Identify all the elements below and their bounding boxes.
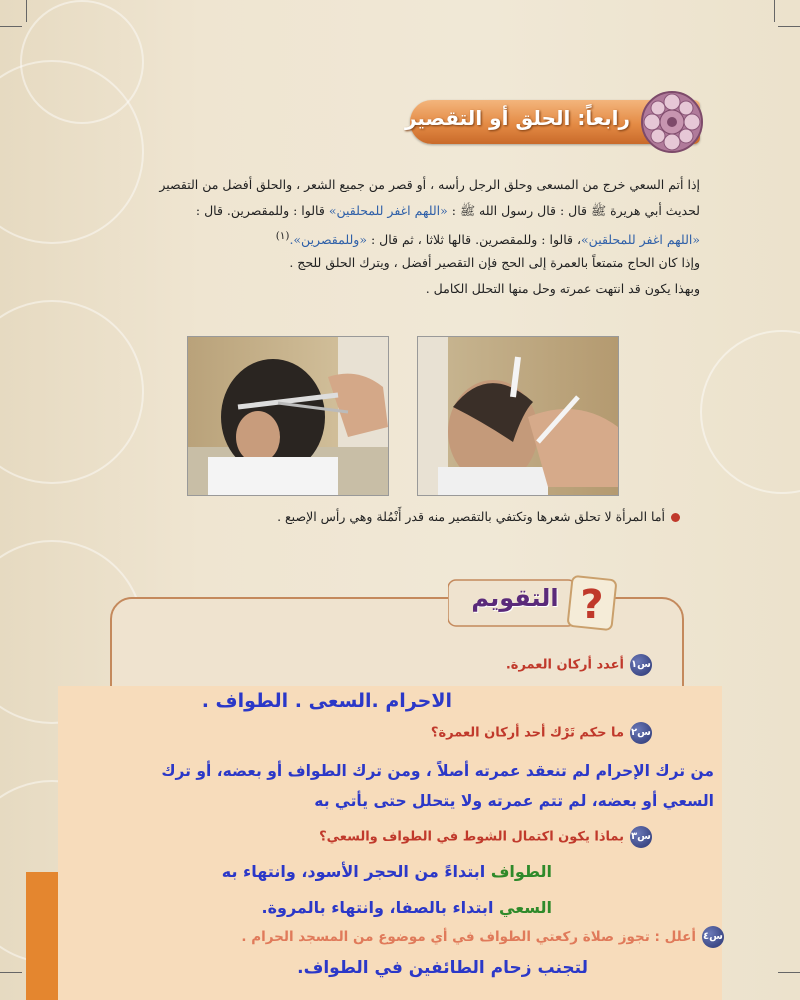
head-shaving-image bbox=[418, 337, 618, 495]
question-1 bbox=[506, 654, 652, 676]
haircut-scissors-image bbox=[188, 337, 388, 495]
answer-term: الطواف bbox=[490, 862, 552, 881]
answer-2-line-1: من ترك الإحرام لم تنعقد عمرته أصلاً ، ومن ترك الطواف أو بعضه، أو ترك bbox=[161, 762, 714, 780]
page-edge-strip bbox=[26, 872, 58, 1000]
answer-term: السعي bbox=[499, 898, 552, 917]
hadith-quote: «وللمقصرين». bbox=[289, 232, 367, 248]
crop-mark bbox=[0, 26, 22, 27]
crop-mark bbox=[26, 0, 27, 22]
question-mark-icon bbox=[568, 576, 617, 630]
arabesque-watermark bbox=[700, 330, 800, 494]
question-3 bbox=[319, 826, 652, 848]
answer-text: ابتداء بالصفا، وانتهاء بالمروة. bbox=[261, 898, 499, 917]
question-number-icon: س٣ bbox=[630, 826, 652, 848]
section-title: رابعاً: الحلق أو التقصير bbox=[404, 106, 630, 130]
evaluation-title: التقويم bbox=[471, 584, 559, 612]
question-4 bbox=[241, 926, 724, 948]
arabesque-watermark bbox=[20, 0, 144, 124]
answer-3-line-2 bbox=[262, 898, 553, 917]
photo-haircut-scissors bbox=[187, 336, 389, 496]
photo-head-shaving bbox=[417, 336, 619, 496]
answer-1: الاحرام .السعى . الطواف . bbox=[201, 690, 452, 712]
text-run: إذا أتم السعي خرج من المسعى وحلق الرجل رأسه ، أو قصر من جميع الشعر ، والحلق أفضل من التقصير bbox=[159, 177, 700, 192]
rosette-ornament-icon bbox=[640, 90, 704, 154]
question-2 bbox=[431, 722, 652, 744]
crop-mark bbox=[778, 26, 800, 27]
question-text: أعدد أركان العمرة. bbox=[505, 657, 624, 673]
text-run: ، قالوا : وللمقصرين. قالها ثلاثا ، ثم قال : bbox=[366, 232, 582, 248]
question-text: أعلل : تجوز صلاة ركعتي الطواف في أي موضوع من المسجد الحرام . bbox=[241, 929, 696, 945]
question-text: بماذا يكون اكتمال الشوط في الطواف والسعي؟ bbox=[319, 829, 624, 845]
answer-4: لتجنب زحام الطائفين في الطواف. bbox=[297, 958, 588, 978]
note-text: أما المرأة لا تحلق شعرها وتكتفي بالتقصير منه قدر أَنْمُلة وهي رأس الإصبع . bbox=[277, 509, 665, 524]
red-bullet-icon bbox=[671, 513, 680, 522]
svg-text:?: ? bbox=[580, 582, 604, 628]
text-run: وإذا كان الحاج متمتعاً بالعمرة إلى الحج فإن التقصير أفضل ، ويترك الحلق للحج . bbox=[289, 255, 700, 270]
answer-3-line-1 bbox=[222, 862, 552, 881]
question-number-icon: س١ bbox=[630, 654, 652, 676]
arabesque-watermark bbox=[0, 300, 144, 484]
hadith-quote: «اللهم اغفر للمحلقين» bbox=[328, 203, 448, 218]
text-run: وبهذا يكون قد انتهت عمرته وحل منها التحلل الكامل . bbox=[425, 281, 700, 296]
paragraph-line bbox=[159, 173, 700, 196]
text-run: قالوا : وللمقصرين. قال : bbox=[195, 203, 329, 218]
footnote-ref: (١) bbox=[275, 230, 290, 242]
paragraph-line bbox=[176, 225, 700, 251]
crop-mark bbox=[778, 972, 800, 973]
answer-text: ابتداءً من الحجر الأسود، وانتهاء به bbox=[221, 862, 491, 881]
answer-2-line-2: السعي أو بعضه، لم تتم عمرته ولا يتحلل حتى يأتي به bbox=[314, 792, 714, 810]
crop-mark bbox=[0, 972, 22, 973]
text-run: لحديث أبي هريرة ﷺ قال : قال رسول الله ﷺ : bbox=[447, 203, 700, 218]
question-number-icon: س٢ bbox=[630, 722, 652, 744]
question-text: ما حكم تَرْك أحد أركان العمرة؟ bbox=[430, 725, 624, 741]
question-number-icon: س٤ bbox=[702, 926, 724, 948]
hadith-quote: «اللهم اغفر للمحلقين» bbox=[581, 232, 700, 248]
paragraph-line bbox=[176, 251, 700, 274]
crop-mark bbox=[774, 0, 775, 22]
women-note bbox=[277, 509, 680, 524]
paragraph-line bbox=[176, 199, 700, 222]
paragraph-line bbox=[176, 277, 700, 300]
